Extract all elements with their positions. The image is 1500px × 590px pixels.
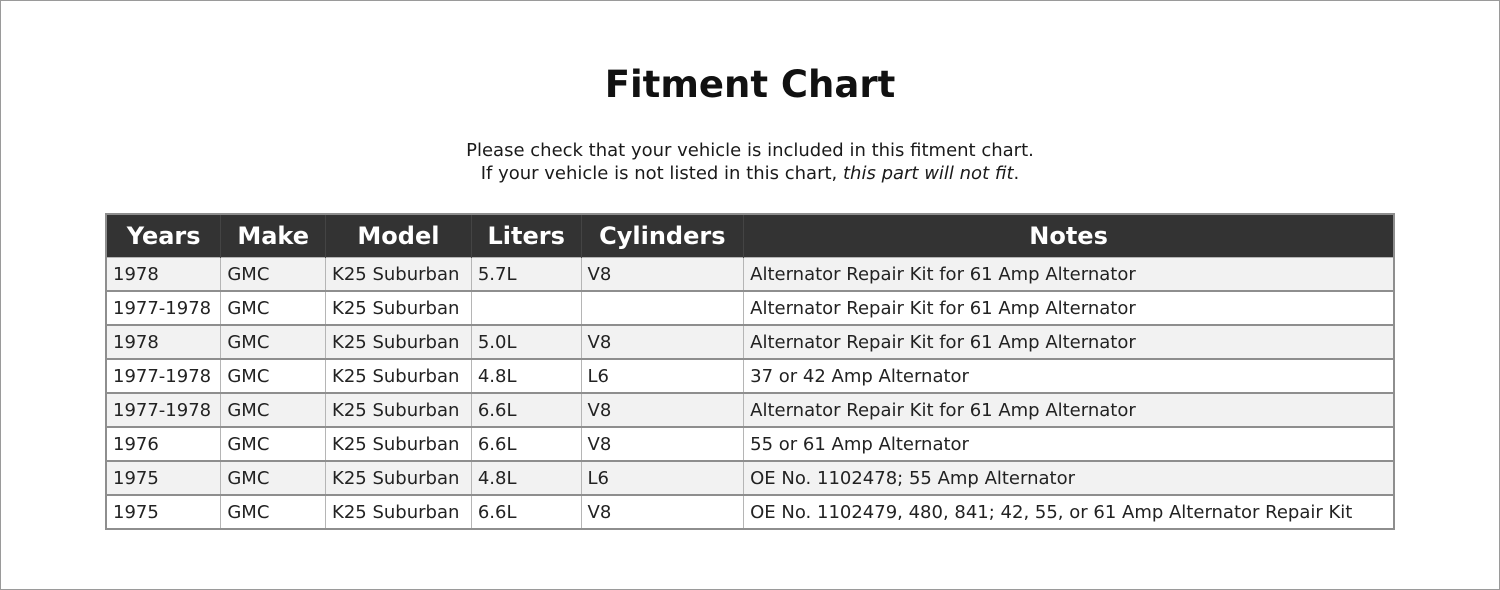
instruction-line-2-suffix: . — [1013, 163, 1020, 184]
cell-notes: OE No. 1102479, 480, 841; 42, 55, or 61 Amp Alternator Repair Kit — [744, 495, 1394, 529]
fitment-table-body — [106, 258, 1394, 530]
cell-model: K25 Suburban — [326, 427, 472, 461]
instruction-warning: this part will not fit — [843, 163, 1014, 184]
cell-cylinders: V8 — [581, 427, 744, 461]
cell-make: GMC — [221, 495, 326, 529]
cell-model: K25 Suburban — [326, 325, 472, 359]
cell-liters: 4.8L — [471, 359, 581, 393]
cell-liters: 5.0L — [471, 325, 581, 359]
cell-notes: Alternator Repair Kit for 61 Amp Alternator — [744, 393, 1394, 427]
cell-notes: OE No. 1102478; 55 Amp Alternator — [744, 461, 1394, 495]
cell-years: 1977-1978 — [106, 359, 221, 393]
cell-liters: 6.6L — [471, 495, 581, 529]
table-row — [106, 427, 1394, 461]
cell-model: K25 Suburban — [326, 461, 472, 495]
cell-liters: 4.8L — [471, 461, 581, 495]
column-header-make: Make — [221, 214, 326, 258]
header-row — [106, 214, 1394, 258]
instruction-line-1: Please check that your vehicle is included in this fitment chart. — [466, 140, 1034, 161]
table-row — [106, 291, 1394, 325]
cell-liters: 6.6L — [471, 427, 581, 461]
cell-notes: Alternator Repair Kit for 61 Amp Alternator — [744, 258, 1394, 292]
fitment-table-header — [106, 214, 1394, 258]
cell-cylinders — [581, 291, 744, 325]
cell-liters: 6.6L — [471, 393, 581, 427]
cell-make: GMC — [221, 427, 326, 461]
instruction-line-2 — [0, 162, 1500, 185]
cell-make: GMC — [221, 325, 326, 359]
cell-cylinders: V8 — [581, 325, 744, 359]
cell-make: GMC — [221, 359, 326, 393]
cell-notes: Alternator Repair Kit for 61 Amp Alternator — [744, 325, 1394, 359]
cell-years: 1976 — [106, 427, 221, 461]
table-row — [106, 461, 1394, 495]
cell-model: K25 Suburban — [326, 291, 472, 325]
table-row — [106, 393, 1394, 427]
table-row — [106, 258, 1394, 292]
cell-notes: 37 or 42 Amp Alternator — [744, 359, 1394, 393]
instruction-line-2-prefix: If your vehicle is not listed in this chart, — [480, 163, 843, 184]
cell-notes: Alternator Repair Kit for 61 Amp Alternator — [744, 291, 1394, 325]
page-title: Fitment Chart — [604, 63, 896, 106]
cell-liters: 5.7L — [471, 258, 581, 292]
cell-cylinders: V8 — [581, 258, 744, 292]
cell-cylinders: V8 — [581, 393, 744, 427]
column-header-model: Model — [326, 214, 472, 258]
column-header-notes: Notes — [744, 214, 1394, 258]
cell-make: GMC — [221, 461, 326, 495]
cell-cylinders: V8 — [581, 495, 744, 529]
cell-make: GMC — [221, 258, 326, 292]
cell-make: GMC — [221, 393, 326, 427]
table-row — [106, 495, 1394, 529]
cell-liters — [471, 291, 581, 325]
cell-years: 1975 — [106, 461, 221, 495]
cell-model: K25 Suburban — [326, 495, 472, 529]
cell-years: 1977-1978 — [106, 291, 221, 325]
table-row — [106, 325, 1394, 359]
cell-years: 1978 — [106, 258, 221, 292]
cell-notes: 55 or 61 Amp Alternator — [744, 427, 1394, 461]
cell-make: GMC — [221, 291, 326, 325]
cell-cylinders: L6 — [581, 461, 744, 495]
cell-years: 1975 — [106, 495, 221, 529]
table-row — [106, 359, 1394, 393]
column-header-years: Years — [106, 214, 221, 258]
cell-model: K25 Suburban — [326, 258, 472, 292]
cell-years: 1978 — [106, 325, 221, 359]
cell-years: 1977-1978 — [106, 393, 221, 427]
column-header-liters: Liters — [471, 214, 581, 258]
fitment-instructions — [0, 139, 1500, 185]
cell-model: K25 Suburban — [326, 393, 472, 427]
fitment-table — [105, 213, 1395, 530]
cell-cylinders: L6 — [581, 359, 744, 393]
column-header-cylinders: Cylinders — [581, 214, 744, 258]
cell-model: K25 Suburban — [326, 359, 472, 393]
